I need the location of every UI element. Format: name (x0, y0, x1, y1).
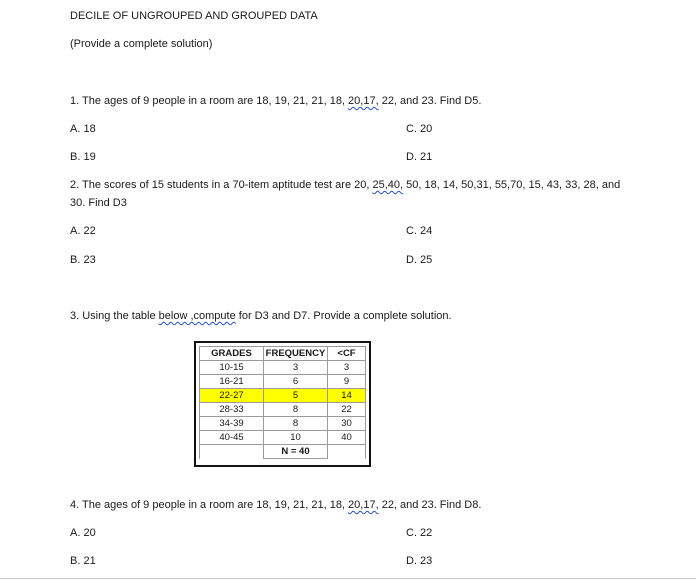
cell-frequency: 5 (264, 389, 328, 403)
question-4-choice-a: A. 20 (70, 527, 96, 539)
table-row (200, 431, 366, 445)
grades-table-frame (194, 341, 371, 467)
table-row-highlighted (200, 389, 366, 403)
question-1-tail: 22, and 23. Find D5. (378, 95, 482, 107)
cell-frequency: 8 (264, 403, 328, 417)
question-2-flagged: 25,40, (372, 179, 404, 191)
question-4 (70, 499, 481, 511)
question-2-choice-b: B. 23 (70, 254, 96, 266)
question-1-choice-c: C. 20 (406, 123, 433, 135)
cell-frequency: 10 (264, 431, 328, 445)
header-cf: <CF (328, 347, 366, 361)
question-1 (70, 95, 481, 107)
question-2-lead: 2. The scores of 15 students in a 70-item aptitude test are 20, (70, 179, 373, 191)
instructions: (Provide a complete solution) (70, 38, 213, 50)
question-1-choice-a: A. 18 (70, 123, 96, 135)
table-row (200, 375, 366, 389)
question-2-choice-d: D. 25 (406, 254, 433, 266)
question-2-choice-c: C. 24 (406, 225, 433, 237)
cell-cf: 40 (328, 431, 366, 445)
cell-cf: 3 (328, 361, 366, 375)
cell-cf: 30 (328, 417, 366, 431)
cell-grades: 40-45 (200, 431, 264, 445)
question-1-choice-b: B. 19 (70, 151, 96, 163)
cell-frequency: 6 (264, 375, 328, 389)
cell-frequency: 8 (264, 417, 328, 431)
question-3 (70, 310, 452, 322)
cell-grades: 34-39 (200, 417, 264, 431)
cell-frequency: 3 (264, 361, 328, 375)
question-1-flagged: 20,17, (348, 95, 379, 107)
question-2 (70, 179, 620, 191)
question-4-choice-d: D. 23 (406, 555, 433, 567)
question-2-tail: 50, 18, 14, 50,31, 55,70, 15, 43, 33, 28, and (403, 179, 621, 191)
cell-empty (328, 445, 366, 459)
question-3-tail: for D3 and D7. Provide a complete solution. (235, 310, 452, 322)
cell-grades: 16-21 (200, 375, 264, 389)
table-header-row (200, 347, 366, 361)
question-4-choice-b: B. 21 (70, 555, 96, 567)
cell-total: N = 40 (264, 445, 328, 459)
question-3-flagged: below ,compute (158, 310, 236, 322)
table-row (200, 403, 366, 417)
cell-cf: 9 (328, 375, 366, 389)
page-bottom-divider (0, 578, 696, 579)
cell-cf: 22 (328, 403, 366, 417)
question-2-line-2: 30. Find D3 (70, 197, 127, 209)
question-4-flagged: 20,17, (348, 499, 379, 511)
question-4-lead: 4. The ages of 9 people in a room are 18, 19, 21, 21, 18, (70, 499, 349, 511)
header-grades: GRADES (200, 347, 264, 361)
table-total-row (200, 445, 366, 459)
question-3-lead: 3. Using the table (70, 310, 159, 322)
table-row (200, 417, 366, 431)
header-frequency: FREQUENCY (264, 347, 328, 361)
cell-empty (200, 445, 264, 459)
cell-cf: 14 (328, 389, 366, 403)
document-title: DECILE OF UNGROUPED AND GROUPED DATA (70, 10, 318, 22)
question-2-choice-a: A. 22 (70, 225, 96, 237)
table-row (200, 361, 366, 375)
grades-table (199, 346, 366, 459)
question-1-choice-d: D. 21 (406, 151, 433, 163)
cell-grades: 10-15 (200, 361, 264, 375)
question-1-lead: 1. The ages of 9 people in a room are 18, 19, 21, 21, 18, (70, 95, 349, 107)
cell-grades: 22-27 (200, 389, 264, 403)
question-4-choice-c: C. 22 (406, 527, 433, 539)
cell-grades: 28-33 (200, 403, 264, 417)
question-4-tail: 22, and 23. Find D8. (378, 499, 482, 511)
